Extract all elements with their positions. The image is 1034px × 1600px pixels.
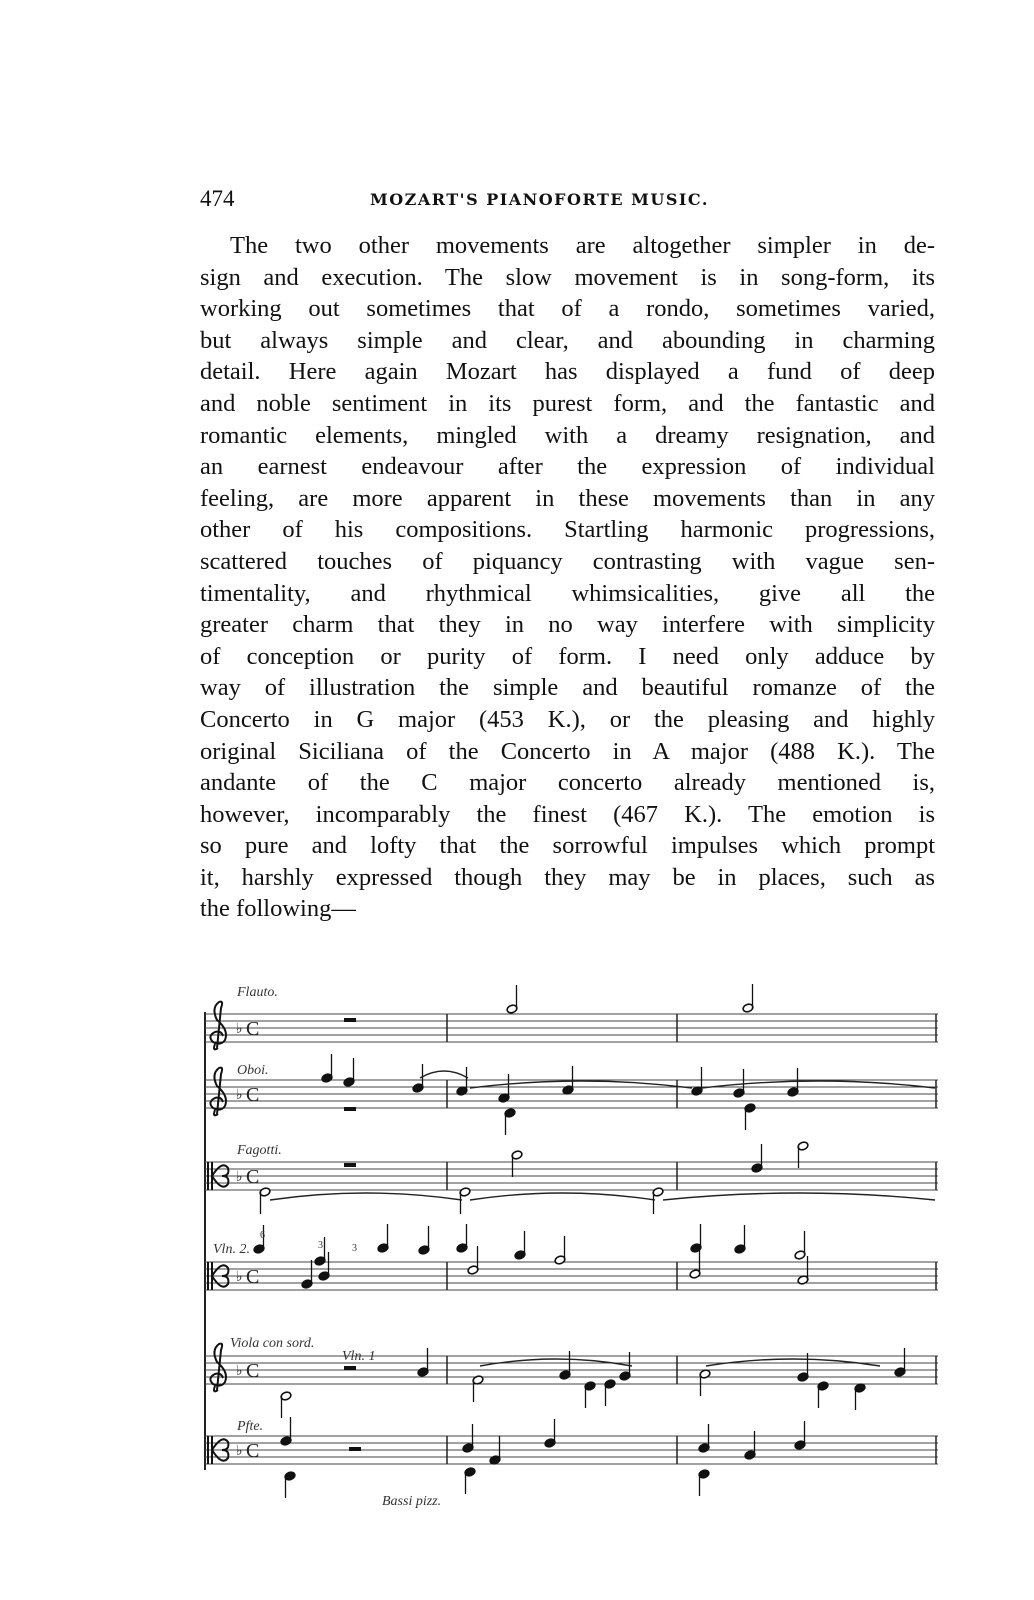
rest <box>344 1163 356 1167</box>
flat-sign: ♭ <box>236 1363 243 1379</box>
rest <box>344 1107 356 1111</box>
label-oboi: Oboi. <box>237 1063 269 1078</box>
tuplet-number: 6 <box>260 1230 265 1241</box>
text-line: greater charm that they in no way interfere with simplicity <box>200 611 935 639</box>
text-line: original Siciliana of the Concerto in A major (488 K.). The <box>200 737 935 765</box>
label-viola: Viola con sord. <box>230 1336 315 1351</box>
text-line: detail. Here again Mozart has displayed a fund of deep <box>200 358 935 386</box>
text-line: way of illustration the simple and beautiful romanze of the <box>200 674 935 702</box>
slur <box>420 1071 468 1078</box>
text-line: but always simple and clear, and abounding in charming <box>200 326 935 354</box>
time-signature: C <box>246 1266 260 1288</box>
treble-clef-icon <box>210 1344 226 1392</box>
slur <box>470 1193 655 1200</box>
flat-sign: ♭ <box>236 1169 243 1185</box>
text-line: it, harshly expressed though they may be in places, such as <box>200 863 935 891</box>
treble-clef-icon <box>210 1068 226 1116</box>
flat-sign: ♭ <box>236 1087 243 1103</box>
time-signature: C <box>246 1018 260 1040</box>
label-vln2: Vln. 2. <box>213 1242 250 1257</box>
rest <box>349 1447 361 1451</box>
text-line: of conception or purity of form. I need only adduce by <box>200 642 935 670</box>
time-signature: C <box>246 1440 260 1462</box>
label-pfte: Pfte. <box>237 1419 264 1434</box>
text-line: Concerto in G major (453 K.), or the pleasing and highly <box>200 705 935 733</box>
slur <box>663 1193 935 1200</box>
text-line: working out sometimes that of a rondo, sometimes varied, <box>200 295 935 323</box>
text-line: however, incomparably the finest (467 K.). The emotion is <box>200 800 935 828</box>
text-line: and noble sentiment in its purest form, and the fantastic and <box>200 389 935 417</box>
text-line: an earnest endeavour after the expression of individual <box>200 453 935 481</box>
text-line: timentality, and rhythmical whimsicalities, give all the <box>200 579 935 607</box>
text-line: andante of the C major concerto already mentioned is, <box>200 769 935 797</box>
page-number: 474 <box>200 186 235 211</box>
treble-clef-icon <box>210 1002 226 1050</box>
tuplet-number: 3 <box>318 1240 323 1251</box>
text-line: The two other movements are altogether simpler in de- <box>230 232 935 259</box>
rest <box>344 1018 356 1022</box>
tuplet-number: 3 <box>352 1243 357 1254</box>
flat-sign: ♭ <box>236 1443 243 1459</box>
running-title: MOZART'S PIANOFORTE MUSIC. <box>370 190 709 209</box>
text-line: scattered touches of piquancy contrasting with vague sen- <box>200 547 935 575</box>
text-line: so pure and lofty that the sorrowful impulses which prompt <box>200 832 935 860</box>
text-line: romantic elements, mingled with a dreamy resignation, and <box>200 421 935 449</box>
text-line: feeling, are more apparent in these movements than in any <box>200 484 935 512</box>
text-line: sign and execution. The slow movement is in song-form, its <box>200 263 935 291</box>
label-flauto: Flauto. <box>237 985 278 1000</box>
time-signature: C <box>246 1360 260 1382</box>
slur <box>270 1193 462 1200</box>
flat-sign: ♭ <box>236 1021 243 1037</box>
rest <box>344 1366 356 1370</box>
time-signature: C <box>246 1084 260 1106</box>
time-signature: C <box>246 1166 260 1188</box>
label-fagotti: Fagotti. <box>237 1143 282 1158</box>
text-line: other of his compositions. Startling harmonic progressions, <box>200 516 935 544</box>
text-line: the following— <box>200 895 356 923</box>
flat-sign: ♭ <box>236 1269 243 1285</box>
label-vln1: Vln. 1 <box>342 1349 376 1364</box>
label-bassi: Bassi pizz. <box>382 1494 442 1509</box>
